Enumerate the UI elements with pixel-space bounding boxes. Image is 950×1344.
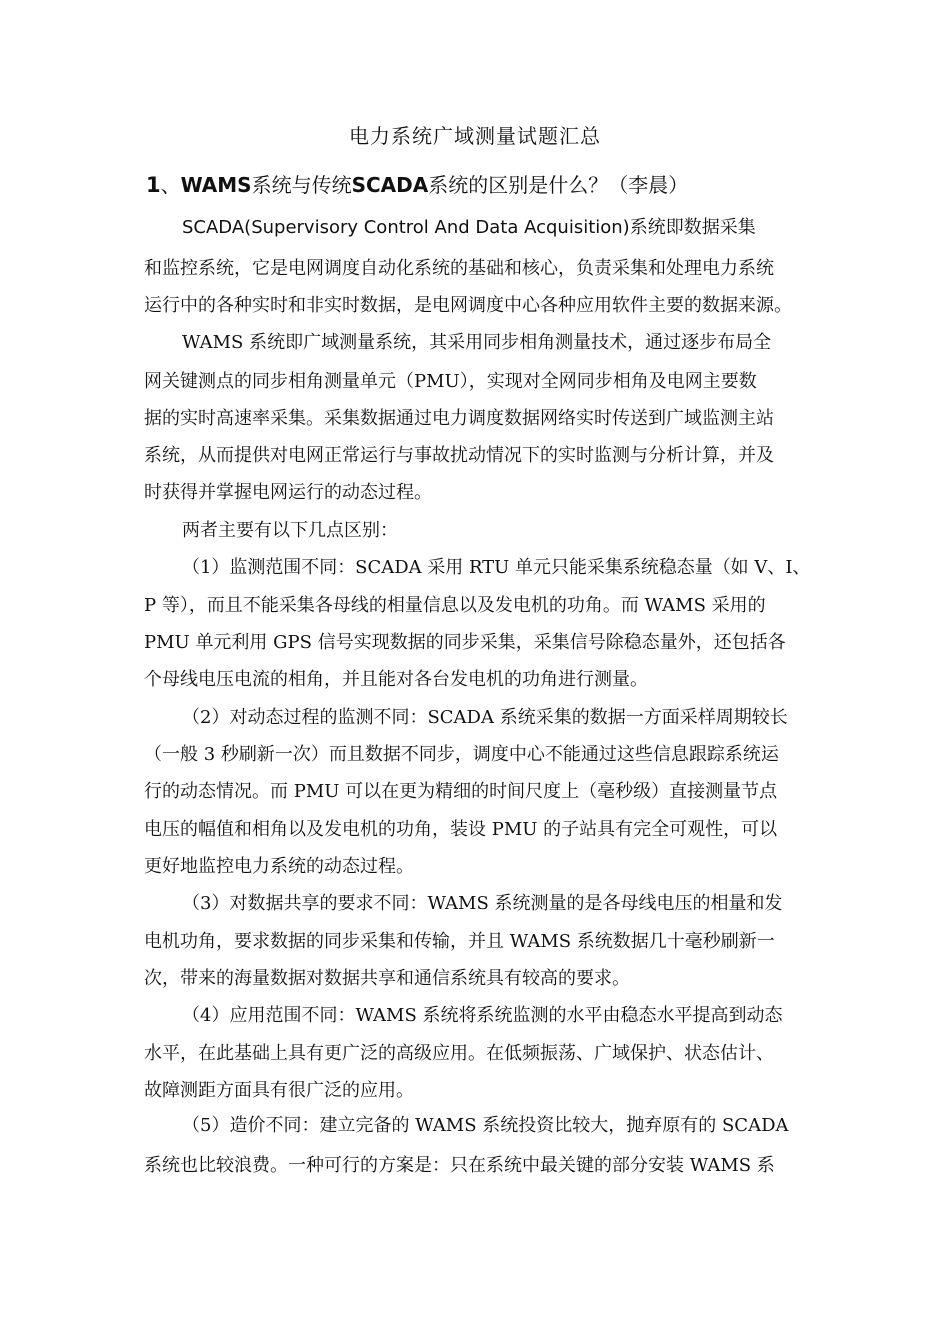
paragraph-line: 两者主要有以下几点区别： <box>182 520 398 541</box>
question-bold-wams: WAMS <box>180 173 252 197</box>
question-heading <box>146 170 688 200</box>
question-text-mid: 系统与传统 <box>251 173 352 197</box>
paragraph-line: （4）应用范围不同：WAMS 系统将系统监测的水平由稳态水平提高到动态 <box>182 1005 783 1026</box>
paragraph-line: 更好地监控电力系统的动态过程。 <box>144 856 414 877</box>
question-number: 1 <box>146 173 161 197</box>
paragraph-line: 系统也比较浪费。一种可行的方案是：只在系统中最关键的部分安装 WAMS 系 <box>144 1155 775 1176</box>
paragraph-line: 故障测距方面具有很广泛的应用。 <box>144 1080 414 1101</box>
paragraph-line: （一般 3 秒刷新一次）而且数据不同步，调度中心不能通过这些信息跟踪系统运 <box>144 744 779 765</box>
paragraph-line: 水平，在此基础上具有更广泛的高级应用。在低频振荡、广域保护、状态估计、 <box>144 1043 774 1064</box>
question-text-suffix: 系统的区别是什么？（李晨） <box>428 173 689 197</box>
question-bold-scada: SCADA <box>351 173 429 197</box>
paragraph-line: 据的实时高速率采集。采集数据通过电力调度数据网络实时传送到广域监测主站 <box>144 408 774 429</box>
document-title: 电力系统广域测量试题汇总 <box>349 124 601 148</box>
paragraph-line: （2）对动态过程的监测不同：SCADA 系统采集的数据一方面采样周期较长 <box>182 707 788 728</box>
paragraph-line: 和监控系统，它是电网调度自动化系统的基础和核心，负责采集和处理电力系统 <box>144 258 774 279</box>
paragraph-line: 电机功角，要求数据的同步采集和传输，并且 WAMS 系统数据几十毫秒刷新一 <box>144 931 775 952</box>
paragraph-line: 运行中的各种实时和非实时数据，是电网调度中心各种应用软件主要的数据来源。 <box>144 295 792 316</box>
paragraph-line: 电压的幅值和相角以及发电机的功角，装设 PMU 的子站具有完全可观性，可以 <box>144 819 778 840</box>
paragraph-line: 系统，从而提供对电网正常运行与事故扰动情况下的实时监测与分析计算，并及 <box>144 445 774 466</box>
paragraph-line: PMU 单元利用 GPS 信号实现数据的同步采集，采集信号除稳态量外，还包括各 <box>144 632 786 653</box>
paragraph-line: （5）造价不同：建立完备的 WAMS 系统投资比较大，抛弃原有的 SCADA <box>182 1115 789 1136</box>
paragraph-line: 时获得并掌握电网运行的动态过程。 <box>144 482 432 503</box>
paragraph-line: 行的动态情况。而 PMU 可以在更为精细的时间尺度上（毫秒级）直接测量节点 <box>144 781 778 802</box>
paragraph-line: WAMS 系统即广域测量系统，其采用同步相角测量技术，通过逐步布局全 <box>182 332 772 353</box>
paragraph-line: 个母线电压电流的相角，并且能对各台发电机的功角进行测量。 <box>144 669 648 690</box>
question-separator: 、 <box>160 173 181 197</box>
paragraph-line: P 等），而且不能采集各母线的相量信息以及发电机的功角。而 WAMS 采用的 <box>144 595 766 616</box>
paragraph-line: 次，带来的海量数据对数据共享和通信系统具有较高的要求。 <box>144 968 630 989</box>
paragraph-line: （3）对数据共享的要求不同：WAMS 系统测量的是各母线电压的相量和发 <box>182 893 783 914</box>
paragraph-line: （1）监测范围不同：SCADA 采用 RTU 单元只能采集系统稳态量（如 V、I、 <box>182 557 811 578</box>
paragraph-line: 网关键测点的同步相角测量单元（PMU），实现对全网同步相角及电网主要数 <box>144 371 757 392</box>
paragraph-line: SCADA(Supervisory Control And Data Acquisition)系统即数据采集 <box>182 217 756 238</box>
